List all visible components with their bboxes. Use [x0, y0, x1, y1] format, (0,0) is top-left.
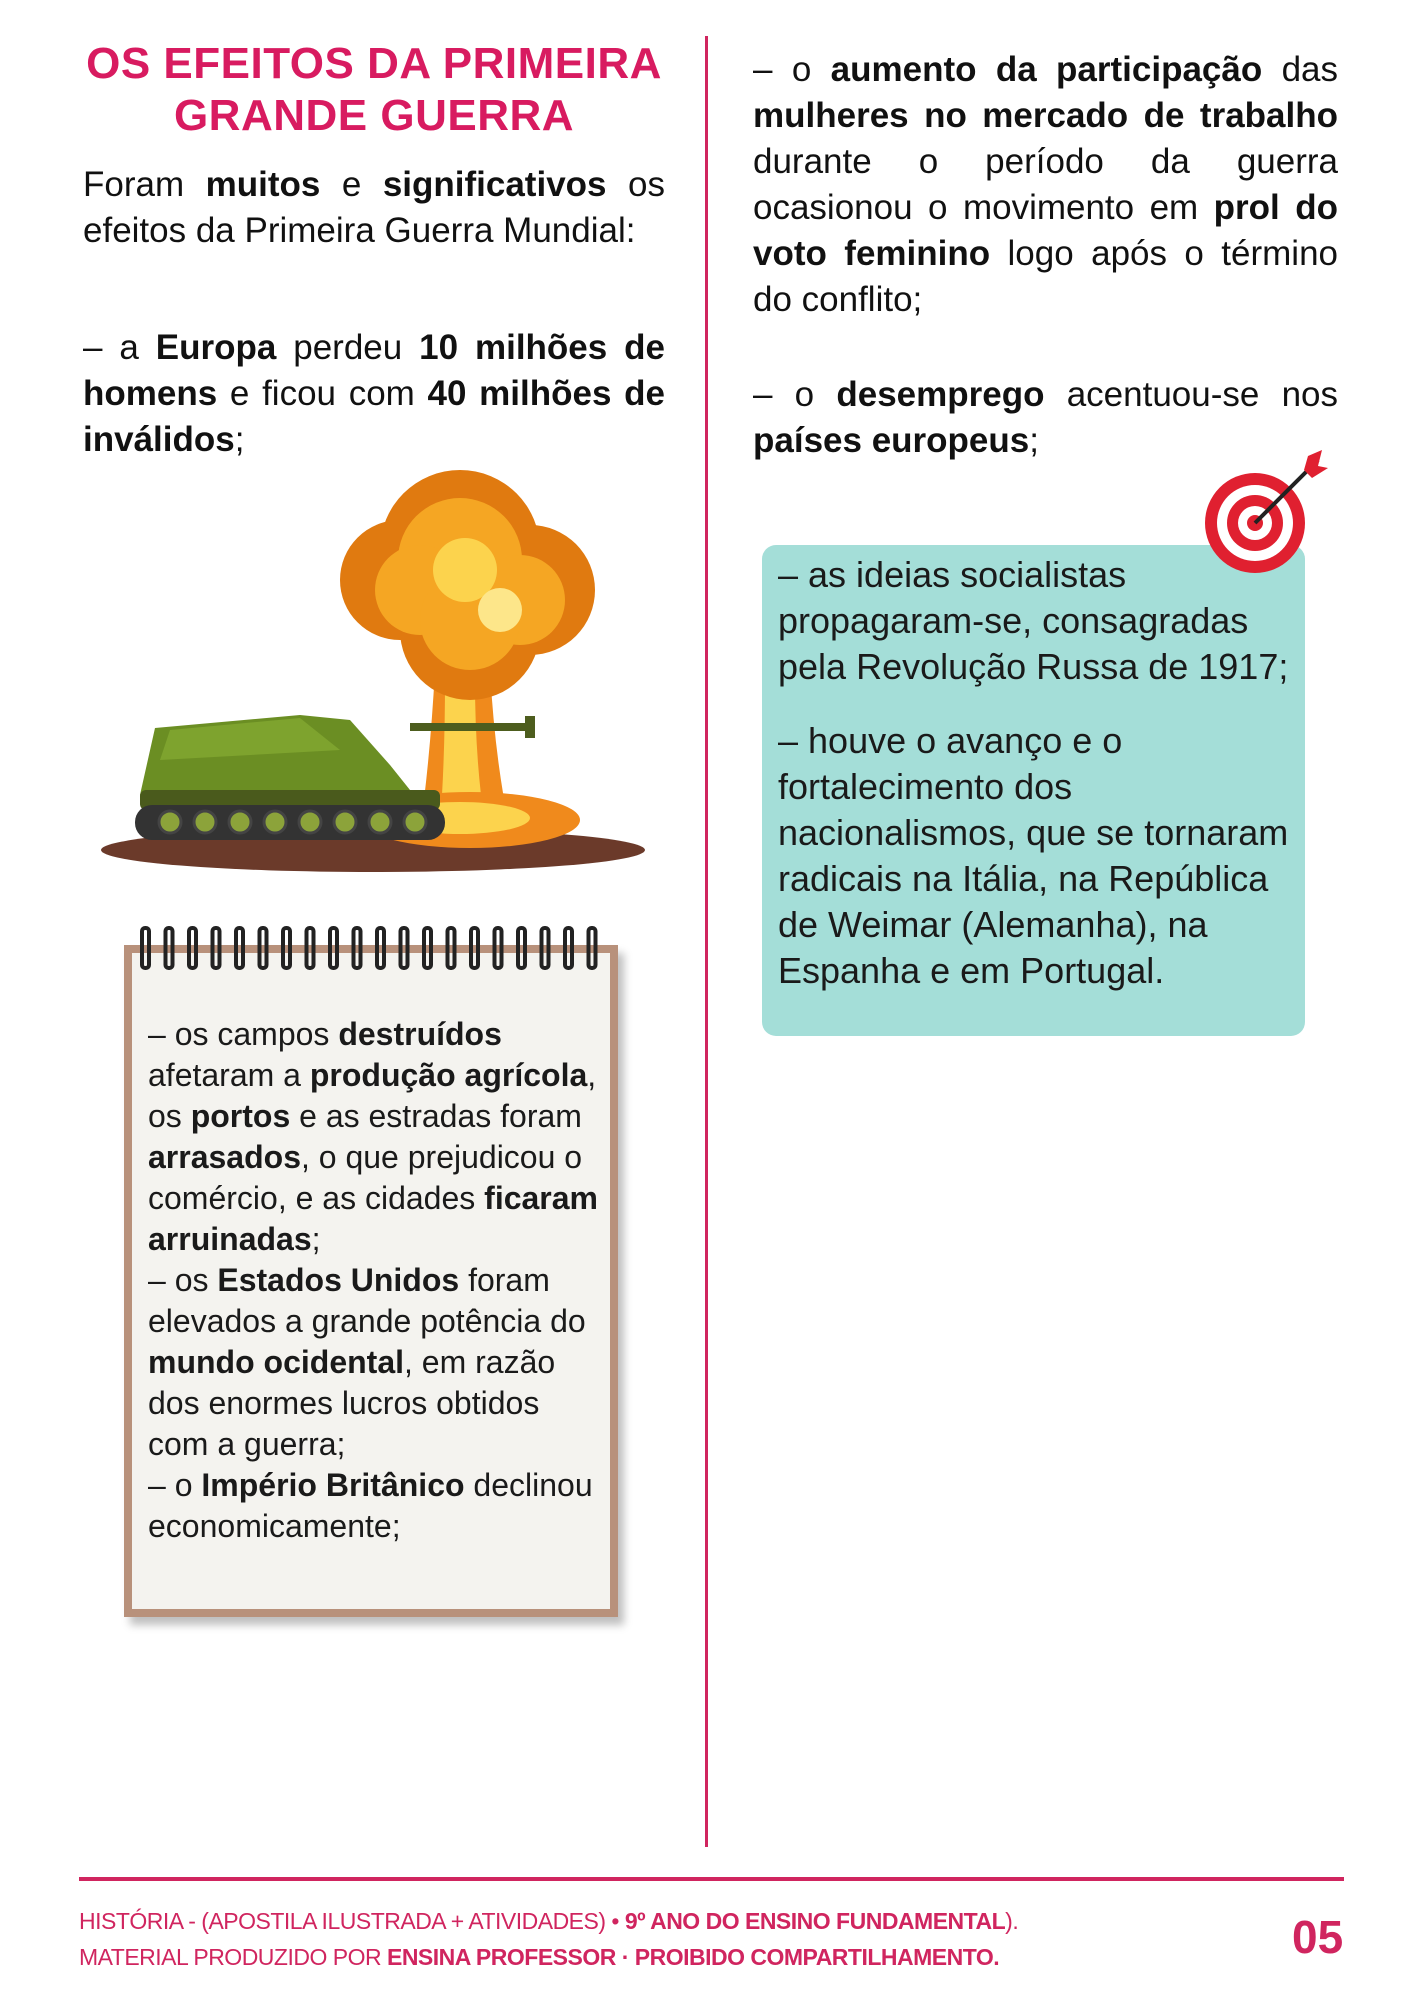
text-segment: os efeitos da Primeira Guerra Mundial:	[83, 165, 665, 250]
text-segment: – o	[753, 375, 837, 414]
text-segment: foram elevados a grande potência do	[148, 1262, 586, 1339]
text-segment: durante o período da guerra ocasionou o movimento em	[753, 142, 1338, 227]
spiral-ring	[189, 928, 196, 968]
footer-line-2	[79, 1944, 999, 1971]
spiral-ring	[448, 928, 455, 968]
text-segment: afetaram a	[148, 1057, 310, 1093]
text-segment: 40 milhões de inválidos	[83, 374, 665, 459]
spiral-ring	[471, 928, 478, 968]
spiral-ring	[377, 928, 384, 968]
text-segment: , em razão dos enormes lucros obtidos com a guerra;	[148, 1344, 556, 1462]
spiral-ring	[542, 928, 549, 968]
nacionalismos-item: – houve o avanço e o fortalecimento dos nacionalismos, que se tornaram radicais na Itália, na República de Weimar (Alemanha), na Espanha e em Portugal.	[778, 720, 1289, 991]
spiral-ring	[236, 928, 243, 968]
spiral-ring	[307, 928, 314, 968]
mushroom-cloud	[340, 470, 595, 700]
socialistas-item: – as ideias socialistas propagaram-se, consagradas pela Revolução Russa de 1917;	[778, 554, 1289, 687]
text-segment: Império Britânico	[201, 1467, 465, 1503]
text-segment: 10 milhões de homens	[83, 328, 665, 413]
text-segment: e as estradas foram	[290, 1098, 582, 1134]
spiral-ring	[330, 928, 337, 968]
spiral-ring	[518, 928, 525, 968]
intro-paragraph	[83, 162, 665, 254]
column-divider	[705, 36, 708, 1847]
title-line-2: GRANDE GUERRA	[173, 91, 575, 140]
spiral-ring	[213, 928, 220, 968]
text-segment: países europeus	[753, 421, 1030, 460]
text-segment: acentuou-se nos	[1044, 375, 1338, 414]
text-segment: e ficou com	[217, 374, 428, 413]
text-segment: arrasados	[148, 1139, 301, 1175]
tank-explosion-illustration	[100, 460, 646, 876]
page-number: 05	[1292, 1911, 1344, 1963]
text-segment: , os	[148, 1057, 597, 1134]
text-segment: prol do voto feminino	[753, 188, 1338, 273]
campos-item	[148, 1014, 608, 1260]
text-segment: HISTÓRIA - (APOSTILA ILUSTRADA + ATIVIDADES) •	[79, 1908, 625, 1934]
text-segment: muitos	[205, 165, 321, 204]
text-segment: destruídos	[338, 1016, 502, 1052]
spiral-ring	[589, 928, 596, 968]
spiral-ring	[166, 928, 173, 968]
spiral-ring	[283, 928, 290, 968]
notebook-text	[148, 1014, 608, 1547]
text-segment: ;	[234, 420, 245, 459]
text-segment: ;	[1029, 421, 1039, 460]
europa-paragraph	[83, 325, 665, 463]
text-segment: portos	[190, 1098, 291, 1134]
footer-line-1	[79, 1908, 1018, 1935]
spiral-ring	[495, 928, 502, 968]
spiral-ring	[401, 928, 408, 968]
text-segment: mundo ocidental	[148, 1344, 404, 1380]
text-segment: – a	[83, 328, 156, 367]
mulheres-paragraph	[753, 47, 1338, 323]
target-icon	[1200, 448, 1330, 578]
footer-divider	[79, 1877, 1344, 1881]
text-segment: aumento da participação	[830, 50, 1263, 89]
text-segment: produção agrícola	[309, 1057, 588, 1093]
text-segment: Estados Unidos	[217, 1262, 460, 1298]
text-segment: declinou economicamente;	[148, 1467, 593, 1544]
text-segment: Foram	[83, 165, 206, 204]
text-segment: perdeu	[276, 328, 420, 367]
text-segment: ENSINA PROFESSOR · PROIBIDO COMPARTILHAMENTO.	[386, 1944, 1000, 1970]
text-segment: ).	[1005, 1908, 1019, 1934]
spiral-ring	[424, 928, 431, 968]
page-title	[83, 38, 665, 142]
text-segment: mulheres no mercado de trabalho	[753, 96, 1338, 135]
highlight-box-text	[778, 552, 1303, 994]
text-segment: – os campos	[148, 1016, 339, 1052]
text-segment: – o	[148, 1467, 202, 1503]
spiral-ring	[142, 928, 149, 968]
text-segment: logo após o término do conflito;	[753, 234, 1338, 319]
text-segment: , o que prejudicou o comércio, e as cidades	[148, 1139, 583, 1216]
estados-unidos-item	[148, 1260, 608, 1465]
text-segment: desemprego	[836, 375, 1045, 414]
text-segment: significativos	[382, 165, 607, 204]
text-segment: – o	[753, 50, 831, 89]
text-segment: e	[320, 165, 383, 204]
title-line-1: OS EFEITOS DA PRIMEIRA	[86, 39, 662, 88]
spiral-ring	[354, 928, 361, 968]
imperio-britanico-item	[148, 1465, 608, 1547]
spiral-ring	[260, 928, 267, 968]
text-segment: ;	[311, 1221, 321, 1257]
spiral-binding-icon	[136, 924, 606, 974]
spiral-ring	[565, 928, 572, 968]
text-segment: Europa	[155, 328, 277, 367]
text-segment: – os	[148, 1262, 218, 1298]
text-segment: 9º ANO DO ENSINO FUNDAMENTAL	[624, 1908, 1006, 1934]
text-segment: das	[1262, 50, 1338, 89]
text-segment: MATERIAL PRODUZIDO POR	[79, 1944, 387, 1970]
text-segment: ficaram arruinadas	[148, 1180, 598, 1257]
